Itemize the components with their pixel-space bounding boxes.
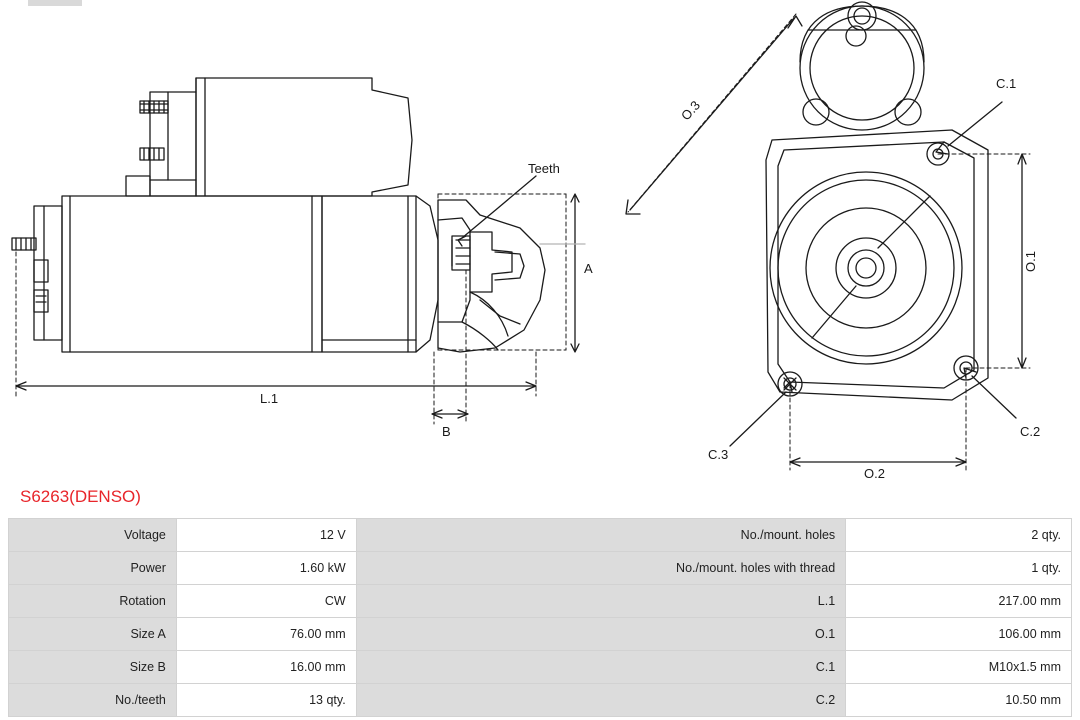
spec-value: 12 V [176, 519, 356, 552]
spec-value-2: 10.50 mm [846, 684, 1072, 717]
spec-key: Voltage [9, 519, 177, 552]
spec-value: 1.60 kW [176, 552, 356, 585]
spec-key-2: No./mount. holes with thread [356, 552, 845, 585]
dimension-l1 [16, 382, 536, 390]
dimension-a [571, 194, 579, 352]
spec-key-2: C.1 [356, 651, 845, 684]
starter-side-view [12, 78, 545, 352]
page-title: S6263(DENSO) [20, 487, 141, 506]
spec-table-body [9, 519, 1072, 717]
spec-value-2: 106.00 mm [846, 618, 1072, 651]
label-c3: C.3 [708, 447, 729, 462]
table-row [9, 585, 1072, 618]
label-c2: C.2 [1020, 424, 1041, 439]
label-c1: C.1 [996, 76, 1017, 91]
spec-value: 76.00 mm [176, 618, 356, 651]
leader-c2 [964, 368, 1016, 418]
label-a: A [584, 261, 593, 276]
spec-value-2: M10x1.5 mm [846, 651, 1072, 684]
table-row [9, 519, 1072, 552]
label-o3: O.3 [677, 97, 704, 124]
spec-key: Rotation [9, 585, 177, 618]
label-teeth: Teeth [528, 161, 560, 176]
dimension-o2 [790, 458, 966, 466]
spec-value: 13 qty. [176, 684, 356, 717]
spec-value-2: 217.00 mm [846, 585, 1072, 618]
spec-key: No./teeth [9, 684, 177, 717]
label-b: B [442, 424, 451, 439]
spec-key: Power [9, 552, 177, 585]
label-l1: L.1 [260, 391, 279, 406]
spec-key-2: O.1 [356, 618, 845, 651]
spec-key-2: L.1 [356, 585, 845, 618]
starter-front-view [766, 2, 988, 400]
spec-value: 16.00 mm [176, 651, 356, 684]
table-row [9, 651, 1072, 684]
spec-value-2: 1 qty. [846, 552, 1072, 585]
spec-key: Size A [9, 618, 177, 651]
label-o1: O.1 [1022, 251, 1038, 272]
table-row [9, 552, 1072, 585]
spec-key-2: No./mount. holes [356, 519, 845, 552]
table-row [9, 618, 1072, 651]
spec-key-2: C.2 [356, 684, 845, 717]
spec-value: CW [176, 585, 356, 618]
label-o2: O.2 [864, 466, 885, 481]
specifications-table [8, 518, 1072, 717]
dimension-b [432, 410, 468, 418]
dimension-o3 [626, 16, 802, 214]
spec-key: Size B [9, 651, 177, 684]
spec-value-2: 2 qty. [846, 519, 1072, 552]
table-row [9, 684, 1072, 717]
